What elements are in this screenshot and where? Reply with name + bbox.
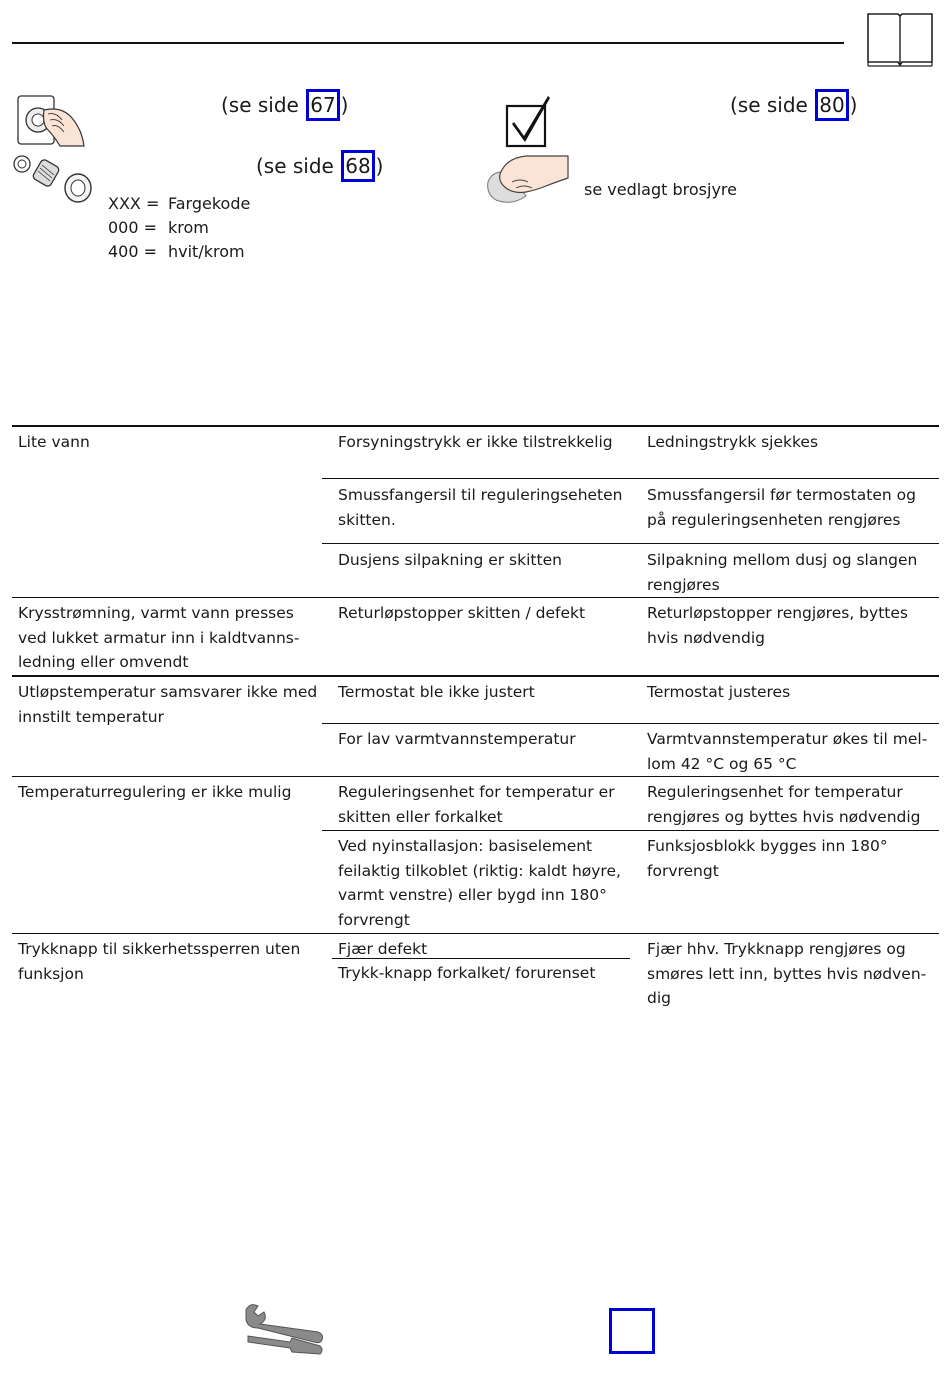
page-link-67[interactable]: 67 [306,89,339,121]
legend-code: 000 = [108,218,158,237]
table-rule [12,933,939,934]
knob-parts-icon [12,152,96,208]
see-page-reference [730,89,857,121]
table-rule [322,723,939,724]
page-link-68[interactable]: 68 [341,150,374,182]
legend-row [108,192,250,216]
legend-row [108,240,250,264]
table-rule [322,478,939,479]
remedy-cell: Ledningstrykk sjekkes [647,433,819,451]
remedy-cell: Varmtvannstemperatur økes til mel-lom 42 °C og 65 °C [647,730,928,773]
checkbox-checked-icon [504,92,556,150]
remedy-cell: Fjær hhv. Trykknapp rengjøres og smøres lett inn, byttes hvis nødven-dig [647,940,927,1007]
hand-turning-knob-icon [14,90,88,150]
legend-code: 400 = [108,242,158,261]
cause-cell: Reguleringsenhet for temperatur er skitten eller forkalket [338,783,615,826]
ref-close-paren: ) [375,154,384,178]
legend-label: Fargekode [168,194,251,213]
cause-cell: Trykk-knapp forkalket/ forurenset [338,964,596,982]
cause-cell: Ved nyinstallasjon: basiselement feilaktig tilkoblet (riktig: kaldt høyre, varmt venstre) eller bygd inn 180° forvrengt [338,837,621,929]
table-rule [12,425,939,427]
remedy-cell: Returløpstopper rengjøres, byttes hvis nødvendig [647,604,908,647]
remedy-cell: Reguleringsenhet for temperatur rengjøres og byttes hvis nødvendig [647,783,921,826]
remedy-cell: Funksjosblokk bygges inn 180° forvrengt [647,837,888,880]
table-rule [322,830,939,831]
ref-close-paren: ) [340,93,349,117]
table-rule [332,958,630,959]
legend-row [108,216,250,240]
cause-cell: For lav varmtvannstemperatur [338,730,576,748]
ref-close-paren: ) [849,93,858,117]
cause-cell: Termostat ble ikke justert [338,683,535,701]
see-page-reference [256,150,383,182]
legend-label: hvit/krom [168,242,245,261]
legend-code: XXX = [108,194,160,213]
remedy-cell: Silpakning mellom dusj og slangen rengjøres [647,551,918,594]
cause-cell: Returløpstopper skitten / defekt [338,604,586,622]
cause-cell: Smussfangersil til reguleringseheten skitten. [338,486,623,529]
see-page-label: (se side [221,93,306,117]
cause-cell: Dusjens silpakning er skitten [338,551,562,569]
cause-cell: Forsyningstrykk er ikke tilstrekkelig [338,433,613,451]
legend-label: krom [168,218,209,237]
remedy-cell: Smussfangersil før termostaten og på reguleringsenheten rengjøres [647,486,916,529]
table-rule [12,597,939,598]
brochure-note: se vedlagt brosjyre [584,180,737,199]
page-number-box [609,1308,655,1354]
problem-cell: Utløpstemperatur samsvarer ikke med innstilt temperatur [18,683,318,726]
problem-cell: Krysstrømning, varmt vann presses ved lukket armatur inn i kaldtvanns-ledning eller omvendt [18,604,300,671]
problem-cell: Temperaturregulering er ikke mulig [18,783,292,801]
table-rule [12,776,939,777]
problem-cell: Trykknapp til sikkerhetssperren uten funksjon [18,940,301,983]
remedy-cell: Termostat justeres [647,683,791,701]
table-rule [12,675,939,677]
see-page-label: (se side [256,154,341,178]
color-code-legend [108,192,250,264]
table-rule [322,543,939,544]
see-page-label: (se side [730,93,815,117]
problem-cell: Lite vann [18,433,90,451]
cause-cell: Fjær defekt [338,940,428,958]
open-book-icon [866,10,934,68]
hand-cleaning-cloth-icon [486,152,572,208]
page-link-80[interactable]: 80 [815,89,848,121]
see-page-reference [221,89,348,121]
wrench-screwdriver-icon [242,1302,328,1358]
header-rule [12,42,844,44]
